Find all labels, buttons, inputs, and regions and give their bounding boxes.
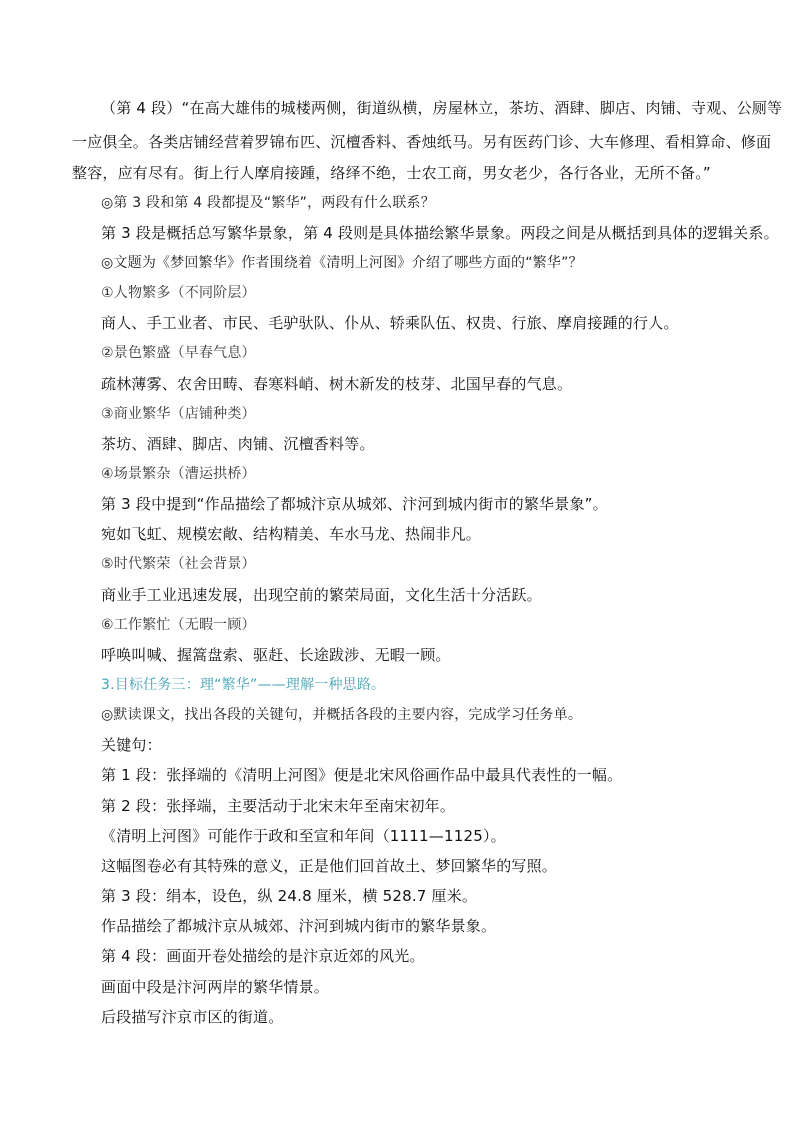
key-para3-line2: 作品描绘了都城汴京从城郊、汴河到城内街市的繁华景象。 — [101, 917, 497, 935]
question-title-fanhua: ◎文题为《梦回繁华》作者围绕着《清明上河图》介绍了哪些方面的“繁华”？ — [101, 255, 583, 271]
content-scenes-2: 宛如飞虹、规模宏敞、结构精美、车水马龙、热闹非凡。 — [101, 525, 482, 543]
key-para4-line3: 后段描写汴京市区的街道。 — [101, 1008, 284, 1026]
heading-work: ⑥工作繁忙（无暇一顾） — [101, 617, 256, 633]
para4-quote-line2: 一应俱全。各类店铺经营着罗锦布匹、沉檀香料、香烛纸马。另有医药门诊、大车修理、看相算命、修面 — [72, 133, 772, 151]
key-sentences-label: 关键句： — [101, 736, 162, 754]
para4-quote-line1: （第 4 段）“在高大雄伟的城楼两侧，街道纵横，房屋林立，茶坊、酒肆、脚店、肉铺、寺观、公厕等 — [101, 99, 783, 117]
task3-instruction: ◎默读课文，找出各段的关键句，并概括各段的主要内容，完成学习任务单。 — [101, 707, 583, 723]
key-para1: 第 1 段：张择端的《清明上河图》便是北宋风俗画作品中最具代表性的一幅。 — [101, 766, 623, 784]
task3-heading: 3.目标任务三：理“繁华”——理解一种思路。 — [101, 677, 386, 693]
question-para3-para4: ◎第 3 段和第 4 段都提及“繁华”，两段有什么联系？ — [101, 195, 435, 211]
key-para4-line1: 第 4 段：画面开卷处描绘的是汴京近郊的风光。 — [101, 947, 425, 965]
key-para2-line1: 第 2 段：张择端，主要活动于北宋末年至南宋初年。 — [101, 797, 456, 815]
heading-people: ①人物繁多（不同阶层） — [101, 285, 256, 301]
content-era: 商业手工业迅速发展，出现空前的繁荣局面，文化生活十分活跃。 — [101, 586, 542, 604]
heading-era: ⑤时代繁荣（社会背景） — [101, 556, 256, 572]
answer-para3-para4: 第 3 段是概括总写繁华景象，第 4 段则是具体描绘繁华景象。两段之间是从概括到具体的逻辑关系。 — [101, 224, 779, 242]
key-para2-line3: 这幅图卷必有其特殊的意义，正是他们回首故土、梦回繁华的写照。 — [101, 857, 558, 875]
content-scenery: 疏林薄雾、农舍田畴、春寒料峭、树木新发的枝芽、北国早春的气息。 — [101, 375, 573, 393]
heading-commerce: ③商业繁华（店铺种类） — [101, 406, 256, 422]
key-para4-line2: 画面中段是汴河两岸的繁华情景。 — [101, 978, 330, 996]
heading-scenery: ②景色繁盛（早春气息） — [101, 345, 256, 361]
content-scenes-1: 第 3 段中提到“作品描绘了都城汴京从城郊、汴河到城内街市的繁华景象”。 — [101, 495, 608, 513]
content-commerce: 茶坊、酒肆、脚店、肉铺、沉檀香料等。 — [101, 435, 375, 453]
heading-scenes: ④场景繁杂（漕运拱桥） — [101, 466, 256, 482]
para4-quote-line3: 整容，应有尽有。街上行人摩肩接踵，络绎不绝，士农工商，男女老少，各行各业，无所不备。” — [72, 164, 711, 182]
content-work: 呼唤叫喊、握篙盘索、驱赶、长途跋涉、无暇一顾。 — [101, 646, 451, 664]
key-para2-line2: 《清明上河图》可能作于政和至宣和年间（1111—1125）。 — [101, 827, 506, 845]
key-para3-line1: 第 3 段：绢本，设色，纵 24.8 厘米，横 528.7 厘米。 — [101, 887, 478, 905]
content-people: 商人、手工业者、市民、毛驴驮队、仆从、轿乘队伍、权贵、行旅、摩肩接踵的行人。 — [101, 314, 679, 332]
